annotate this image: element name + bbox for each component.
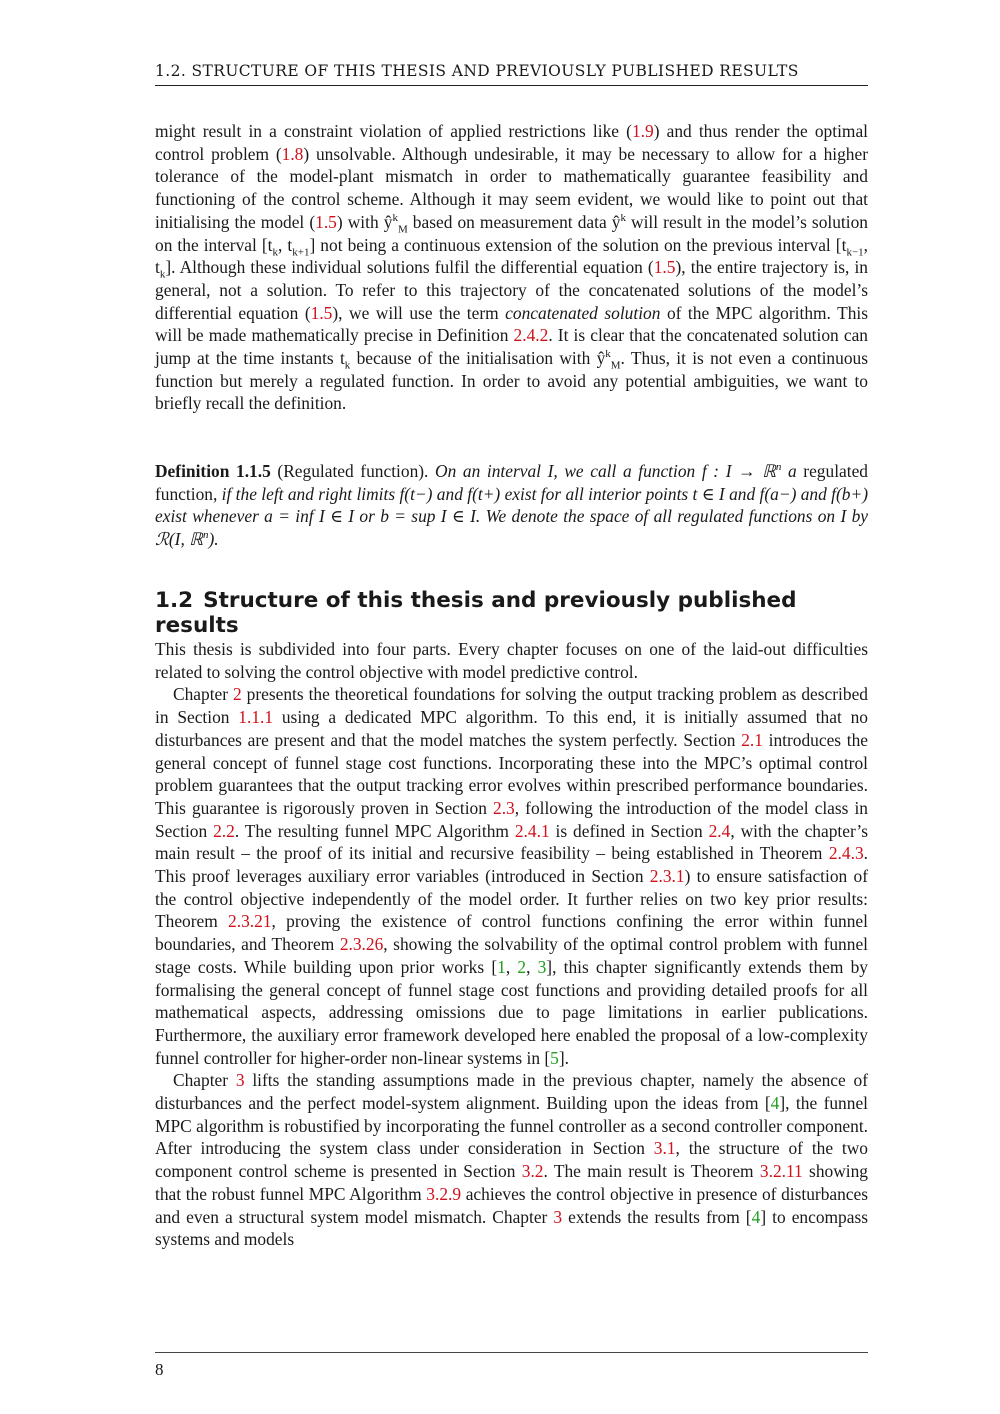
chapter-ref-3[interactable]: 3: [235, 1070, 245, 1091]
text: because of the initialisation with ŷ: [350, 348, 606, 369]
section-ref-2-3[interactable]: 2.3: [493, 797, 515, 818]
text: Chapter: [173, 1070, 236, 1091]
text: . The resulting funnel MPC Algorithm: [234, 820, 515, 841]
subscript: k: [272, 245, 279, 258]
structure-paragraph-3: [155, 1069, 868, 1251]
section-ref-2-1[interactable]: 2.1: [741, 729, 763, 750]
section-title: Structure of this thesis and previously published results: [155, 588, 797, 638]
text: , with the chapter’s main result – the proof of its initial and recursive feasibility – being established in Theorem: [155, 820, 868, 864]
text: On an interval I, we call a function f : I → ℝ: [428, 461, 776, 481]
text: ).: [208, 529, 219, 550]
section-number: 1.2: [155, 588, 194, 613]
equation-ref-1-5[interactable]: 1.5: [653, 257, 676, 278]
equation-ref-1-5[interactable]: 1.5: [310, 302, 333, 323]
definition-ref-2-4-2[interactable]: 2.4.2: [513, 325, 549, 346]
text: ) to ensure satisfaction of the control objective independently of the model order. It further relies on two key prior results: Theorem: [155, 866, 868, 932]
text: a: [781, 461, 804, 481]
section-ref-1-1-1[interactable]: 1.1.1: [238, 707, 274, 728]
section-ref-2-2[interactable]: 2.2: [213, 820, 235, 841]
structure-paragraph-1: This thesis is subdivided into four parts. Every chapter focuses on one of the laid-out difficulties related to solving the control objective with model predictive control.: [155, 639, 868, 682]
text: , the structure of the two component control scheme is presented in Section: [155, 1138, 868, 1182]
citation-4[interactable]: 4: [770, 1093, 780, 1114]
section-ref-2-3-1[interactable]: 2.3.1: [649, 866, 685, 887]
text: ) with ŷ: [336, 211, 393, 232]
section-ref-3-1[interactable]: 3.1: [653, 1138, 676, 1159]
definition-label: Definition 1.1.5: [155, 461, 271, 481]
theorem-ref-2-4-3[interactable]: 2.4.3: [828, 843, 864, 864]
section-ref-3-2[interactable]: 3.2: [521, 1161, 544, 1182]
superscript: k: [392, 212, 398, 225]
term-concatenated-solution: concatenated solution: [505, 302, 661, 323]
text: , proving the existence of control functions confining the error within funnel boundaries, and Theorem: [155, 911, 868, 955]
equation-ref-1-9[interactable]: 1.9: [631, 121, 654, 141]
text: might result in a constraint violation of applied restrictions like (: [155, 121, 632, 141]
running-header: 1.2. STRUCTURE OF THIS THESIS AND PREVIOUSLY PUBLISHED RESULTS: [155, 62, 799, 80]
superscript: k: [605, 348, 611, 361]
theorem-ref-2-3-26[interactable]: 2.3.26: [339, 934, 384, 955]
text: , t: [155, 234, 869, 278]
text: . Thus, it is not even a continuous function but merely a regulated function. In order to avoid any potential ambiguities, we want to briefly recall the definition.: [155, 348, 868, 414]
structure-block: [155, 638, 868, 1251]
definition-term: regulated function,: [155, 461, 868, 504]
text: if the left and right limits f(t−) and f(t+) exist for all interior points t ∈ I and f(a−) and f(b+) exist whenever a = inf I ∈ I or b = sup I ∈ I. We denote the space of all regulated functions on I by ℛ(I, ℝ: [155, 483, 868, 550]
algorithm-ref-2-4-1[interactable]: 2.4.1: [514, 820, 550, 841]
text: , t: [278, 234, 293, 255]
structure-paragraph-2: [155, 683, 868, 1069]
text: using a dedicated MPC algorithm. To this end, it is initially assumed that no disturbances are present and that the model matches the system perfectly. Section: [155, 707, 868, 750]
chapter-ref-3[interactable]: 3: [553, 1206, 563, 1227]
definition-paragraph: [155, 460, 868, 551]
text: ), we will use the term: [332, 302, 506, 323]
text: of the MPC algorithm. This will be made mathematically precise in Definition: [155, 302, 868, 346]
text: introduces the general concept of funnel stage cost functions. Incorporating these into the MPC’s optimal control problem guarantees that the output tracking error evolves within prescribed performance boundaries. This guarantee is rigorously proven in Section: [155, 729, 868, 818]
superscript: k: [620, 212, 626, 225]
chapter-ref-2[interactable]: 2: [233, 684, 242, 705]
superscript: n: [775, 461, 782, 474]
text: ], this chapter significantly extends them by formalising the general concept of funnel stage cost functions and providing detailed proofs for all mathematical aspects, addressing omissions due to page limitations in earlier publications. Furthermore, the auxiliary error framework developed here enabled the proposal of a low-complexity funnel controller for higher-order non-linear systems in [: [155, 956, 868, 1068]
text: ], the funnel MPC algorithm is robustified by incorporating the funnel controller as a second controller component. After introducing the system class under consideration in Section: [155, 1093, 868, 1159]
text: . This proof leverages auxiliary error variables (introduced in Section: [155, 843, 868, 887]
algorithm-ref-3-2-9[interactable]: 3.2.9: [426, 1183, 462, 1204]
subscript: M: [397, 223, 408, 236]
superscript: n: [202, 529, 209, 542]
theorem-ref-3-2-11[interactable]: 3.2.11: [759, 1161, 803, 1182]
text: Chapter: [173, 684, 233, 705]
footer-rule: [155, 1352, 868, 1353]
subscript: k−1: [846, 245, 864, 258]
definition-block: [155, 460, 868, 551]
page-number: 8: [155, 1360, 164, 1379]
text: ] not being a continuous extension of the solution on the previous interval [t: [309, 234, 847, 255]
text: ) and thus render the optimal control problem (: [155, 121, 868, 164]
definition-title: (Regulated function).: [277, 461, 429, 481]
text: is defined in Section: [549, 820, 709, 841]
citation-4[interactable]: 4: [751, 1206, 761, 1227]
text: ].: [558, 1047, 570, 1068]
text: ), the entire trajectory is, in general, not a solution. To refer to this trajectory of the concatenated solutions of the model’s differential equation (: [155, 257, 869, 323]
text: lifts the standing assumptions made in the previous chapter, namely the absence of disturbances and the perfect model-system alignment. Building upon the ideas from [: [155, 1070, 869, 1114]
subscript: k: [159, 268, 166, 281]
header-rule: [155, 85, 868, 86]
section-ref-2-4[interactable]: 2.4: [708, 820, 731, 841]
text: . It is clear that the concatenated solution can jump at the time instants t: [155, 325, 869, 369]
text: extends the results from [: [562, 1206, 752, 1227]
text: ,: [505, 956, 518, 977]
text: based on measurement data ŷ: [407, 211, 621, 232]
intro-paragraph: [155, 120, 868, 415]
subscript: M: [610, 359, 621, 372]
text: ) unsolvable. Although undesirable, it may be necessary to allow for a higher tolerance of the model-plant mismatch in order to mathematically guarantee feasibility and functioning of the control scheme. Although it may seem evident, we would like to point out that initialising the model (: [155, 143, 868, 232]
text: presents the theoretical foundations for solving the output tracking problem as described in Section: [155, 684, 868, 728]
intro-block: [155, 120, 868, 415]
citation-5[interactable]: 5: [550, 1047, 559, 1068]
text: achieves the control objective in presence of disturbances and even a structural system model mismatch. Chapter: [155, 1183, 869, 1227]
citation-3[interactable]: 3: [537, 956, 547, 977]
text: will result in the model’s solution on the interval [t: [155, 211, 868, 255]
subscript: k+1: [292, 245, 310, 258]
theorem-ref-2-3-21[interactable]: 2.3.21: [228, 911, 272, 932]
equation-ref-1-8[interactable]: 1.8: [281, 143, 304, 164]
text: showing that the robust funnel MPC Algorithm: [155, 1161, 868, 1204]
text: . The main result is Theorem: [543, 1161, 760, 1182]
citation-1[interactable]: 1: [497, 956, 506, 977]
text: ,: [526, 956, 538, 977]
text: , following the introduction of the model class in Section: [155, 797, 868, 841]
citation-2[interactable]: 2: [517, 956, 527, 977]
text: ]. Although these individual solutions fulfil the differential equation (: [165, 257, 654, 278]
subscript: k: [344, 359, 351, 372]
text: , showing the solvability of the optimal control problem with funnel stage costs. While building upon prior works [: [155, 934, 868, 977]
text: ] to encompass systems and models: [155, 1206, 868, 1250]
equation-ref-1-5[interactable]: 1.5: [315, 211, 337, 232]
section-heading: [155, 588, 868, 638]
